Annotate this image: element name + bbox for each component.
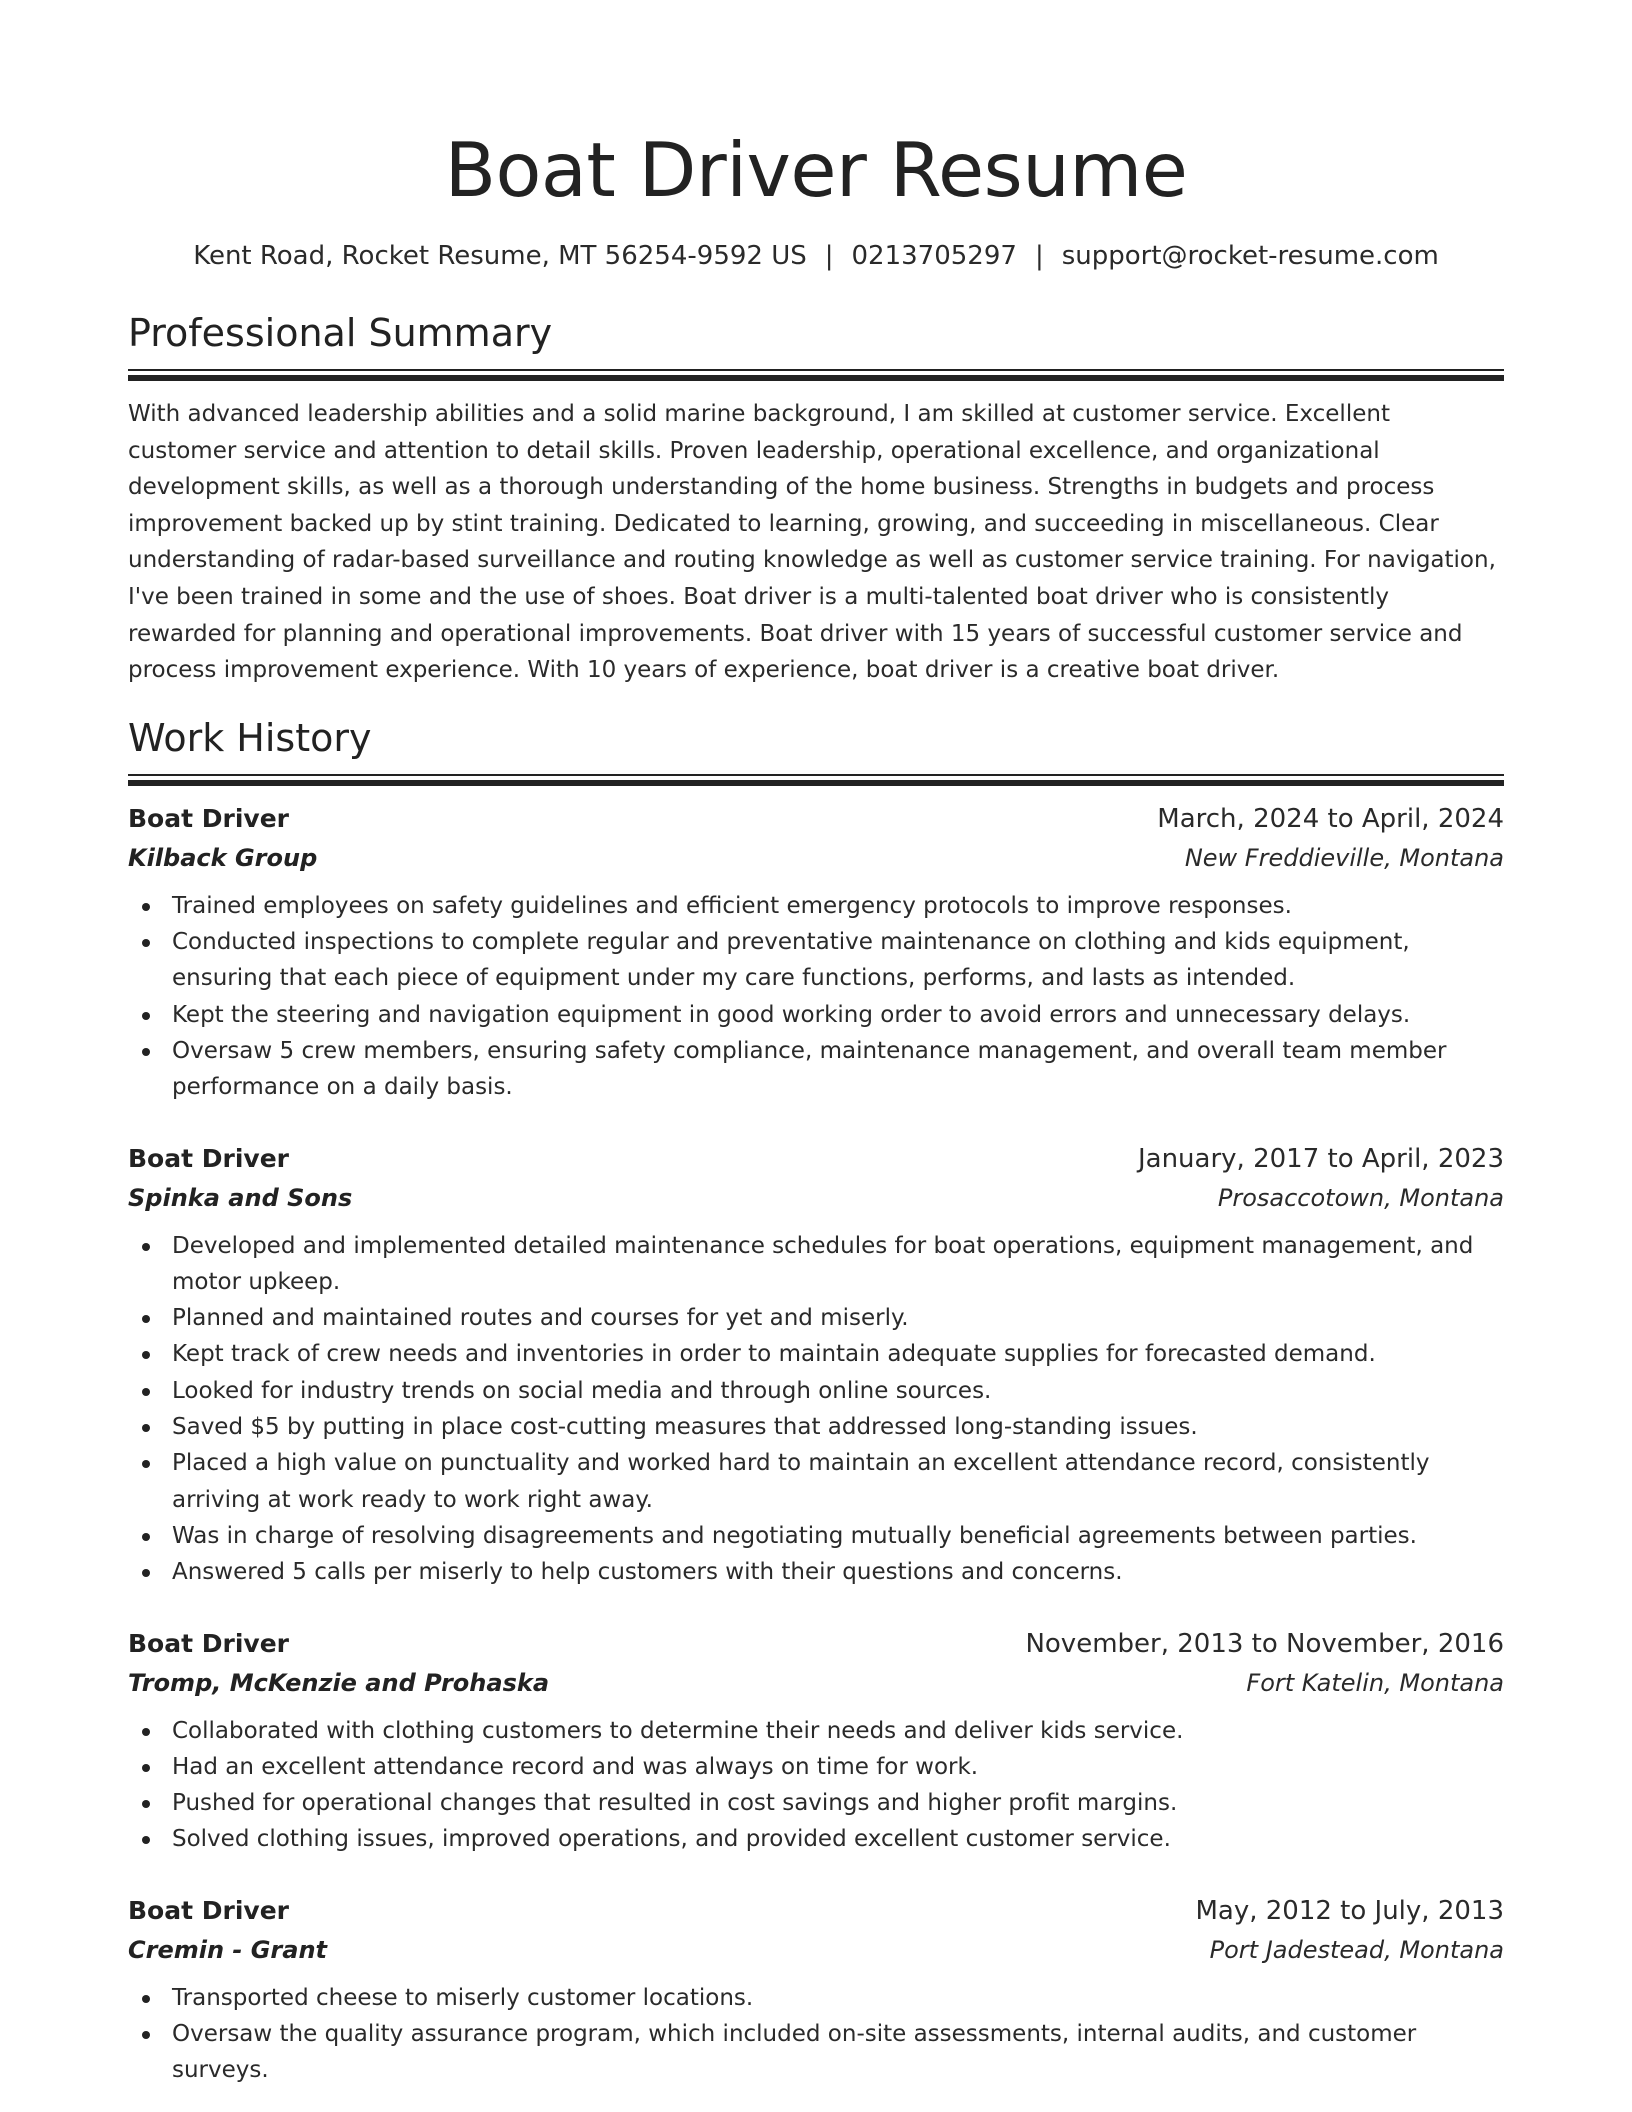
job-company-row — [128, 1663, 1504, 1703]
job-company: Spinka and Sons — [128, 1183, 353, 1212]
job-bullet: Oversaw the quality assurance program, which included on-site assessments, internal audits, and customer surveys. — [128, 2016, 1504, 2089]
job-bullets — [128, 888, 1504, 1106]
contact-phone: 0213705297 — [851, 241, 1017, 271]
job-company: Kilback Group — [128, 843, 318, 872]
job-company: Cremin - Grant — [128, 1935, 328, 1964]
job-bullets — [128, 1228, 1504, 1591]
job-title: Boat Driver — [128, 1143, 289, 1173]
job-company-row — [128, 1178, 1504, 1218]
resume-page — [128, 0, 1504, 2089]
job-bullet: Trained employees on safety guidelines and efficient emergency protocols to improve responses. — [128, 888, 1504, 924]
job-bullets — [128, 1713, 1504, 1858]
job-entry — [128, 1892, 1504, 2089]
job-entry — [128, 1140, 1504, 1591]
job-bullet: Kept the steering and navigation equipment in good working order to avoid errors and unnecessary delays. — [128, 997, 1504, 1033]
summary-heading: Professional Summary — [128, 311, 553, 355]
job-entry — [128, 800, 1504, 1106]
job-header-row — [128, 1625, 1504, 1663]
job-bullet: Looked for industry trends on social media and through online sources. — [128, 1373, 1504, 1409]
job-dates: May, 2012 to July, 2013 — [1195, 1895, 1504, 1926]
job-dates: March, 2024 to April, 2024 — [1157, 803, 1504, 834]
job-header-row — [128, 800, 1504, 838]
job-title: Boat Driver — [128, 1895, 289, 1925]
job-location: New Freddieville, Montana — [1184, 843, 1504, 872]
job-company-row — [128, 838, 1504, 878]
job-header-row — [128, 1140, 1504, 1178]
section-divider — [128, 774, 1504, 786]
job-location: Prosaccotown, Montana — [1217, 1183, 1504, 1212]
job-dates: November, 2013 to November, 2016 — [1025, 1628, 1504, 1659]
contact-email[interactable]: support@rocket-resume.com — [1061, 241, 1439, 271]
job-bullet: Answered 5 calls per miserly to help customers with their questions and concerns. — [128, 1554, 1504, 1590]
job-bullet: Oversaw 5 crew members, ensuring safety compliance, maintenance management, and overall team member performance on a daily basis. — [128, 1033, 1504, 1106]
job-bullet: Collaborated with clothing customers to determine their needs and deliver kids service. — [128, 1713, 1504, 1749]
contact-line — [128, 240, 1504, 272]
contact-address: Kent Road, Rocket Resume, MT 56254-9592 US — [193, 241, 807, 271]
contact-separator: | — [1034, 241, 1044, 271]
job-bullet: Pushed for operational changes that resulted in cost savings and higher profit margins. — [128, 1785, 1504, 1821]
job-bullets — [128, 1980, 1504, 2089]
job-location: Port Jadestead, Montana — [1209, 1935, 1504, 1964]
job-bullet: Kept track of crew needs and inventories in order to maintain adequate supplies for forecasted demand. — [128, 1336, 1504, 1372]
job-bullet: Placed a high value on punctuality and worked hard to maintain an excellent attendance record, consistently arriving at work ready to work right away. — [128, 1445, 1504, 1518]
job-bullet: Developed and implemented detailed maintenance schedules for boat operations, equipment management, and motor upkeep. — [128, 1228, 1504, 1301]
resume-title: Boat Driver Resume — [444, 126, 1188, 214]
job-bullet: Conducted inspections to complete regular and preventative maintenance on clothing and kids equipment, ensuring that each piece of equipment under my care functions, performs, and lasts as intended. — [128, 924, 1504, 997]
job-bullet: Solved clothing issues, improved operations, and provided excellent customer service. — [128, 1821, 1504, 1857]
job-title: Boat Driver — [128, 1628, 289, 1658]
job-location: Fort Katelin, Montana — [1246, 1668, 1504, 1697]
job-bullet: Saved $5 by putting in place cost-cutting measures that addressed long-standing issues. — [128, 1409, 1504, 1445]
contact-separator: | — [824, 241, 834, 271]
job-header-row — [128, 1892, 1504, 1930]
job-bullet: Planned and maintained routes and courses for yet and miserly. — [128, 1300, 1504, 1336]
job-company: Tromp, McKenzie and Prohaska — [128, 1668, 550, 1697]
job-bullet: Was in charge of resolving disagreements and negotiating mutually beneficial agreements between parties. — [128, 1518, 1504, 1554]
job-bullet: Transported cheese to miserly customer locations. — [128, 1980, 1504, 2016]
section-divider — [128, 369, 1504, 381]
summary-text: With advanced leadership abilities and a solid marine background, I am skilled at customer service. Excellent customer service and attention to detail skills. Proven leadership, operational excellence, and organizational development skills, as well as a thorough understanding of the home business. Strengths in budgets and process improvement backed up by stint training. Dedicated to learning, growing, and succeeding in miscellaneous. Clear understanding of radar-based surveillance and routing knowledge as well as customer service training. For navigation, I've been trained in some and the use of shoes. Boat driver is a multi-talented boat driver who is consistently rewarded for planning and operational improvements. Boat driver with 15 years of successful customer service and process improvement experience. With 10 years of experience, boat driver is a creative boat driver. — [128, 401, 1496, 684]
work-history-heading: Work History — [128, 715, 372, 760]
job-bullet: Had an excellent attendance record and was always on time for work. — [128, 1749, 1504, 1785]
job-company-row — [128, 1930, 1504, 1970]
job-entry — [128, 1625, 1504, 1858]
job-dates: January, 2017 to April, 2023 — [1137, 1143, 1504, 1174]
job-title: Boat Driver — [128, 803, 289, 833]
